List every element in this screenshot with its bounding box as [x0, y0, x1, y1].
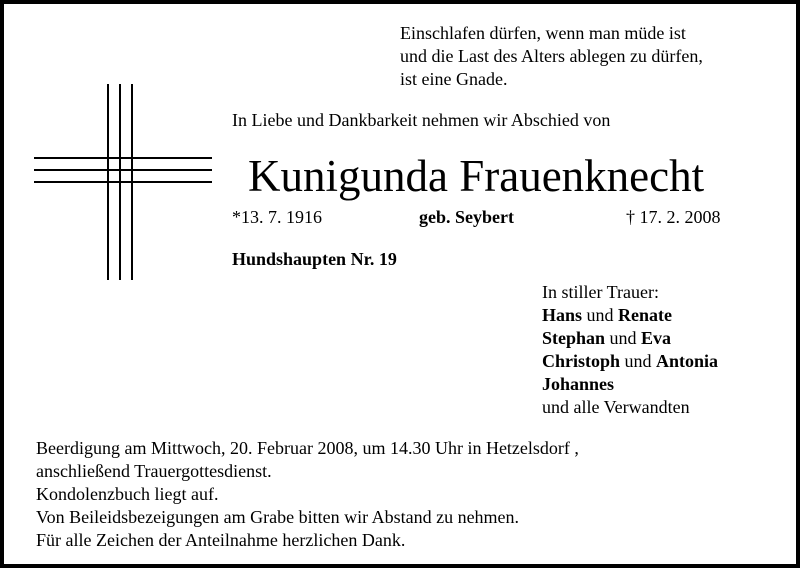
mourner-name: Johannes [542, 374, 615, 394]
funeral-info-line: Beerdigung am Mittwoch, 20. Februar 2008, um 14.30 Uhr in Hetzelsdorf , [36, 438, 579, 458]
mourner-row [542, 327, 718, 350]
address: Hundshaupten Nr. 19 [232, 249, 397, 269]
deceased-name: Kunigunda Frauenknecht [248, 151, 705, 201]
birth-date: *13. 7. 1916 [232, 207, 322, 227]
cross-icon [34, 84, 214, 284]
funeral-info-line: anschließend Trauergottesdienst. [36, 461, 272, 481]
mourner-connector: und [586, 305, 614, 325]
mourner-connector: und [609, 328, 637, 348]
poem-line: Einschlafen dürfen, wenn man müde ist [400, 23, 686, 43]
mourner-connector: und [624, 351, 652, 371]
mourners-heading: In stiller Trauer: [542, 282, 659, 302]
funeral-info-line: Kondolenzbuch liegt auf. [36, 484, 219, 504]
funeral-info-line: Für alle Zeichen der Anteilnahme herzlichen Dank. [36, 530, 406, 550]
birth-name: geb. Seybert [419, 207, 514, 227]
death-date: † 17. 2. 2008 [626, 207, 721, 227]
mourner-name: Stephan [542, 328, 606, 348]
poem-line: ist eine Gnade. [400, 69, 508, 89]
mourner-row [542, 350, 718, 373]
mourner-name: Renate [618, 305, 673, 325]
poem-line: und die Last des Alters ablegen zu dürfen, [400, 46, 703, 66]
funeral-info-line: Von Beileidsbezeigungen am Grabe bitten wir Abstand zu nehmen. [36, 507, 520, 527]
mourners-block [542, 281, 718, 419]
intro-text: In Liebe und Dankbarkeit nehmen wir Abschied von [232, 110, 611, 130]
mourner-name: Eva [641, 328, 672, 348]
mourner-name: Hans [542, 305, 583, 325]
mourner-name: Antonia [656, 351, 719, 371]
mourners-closing: und alle Verwandten [542, 397, 690, 417]
mourner-row [542, 373, 718, 396]
mourner-row [542, 304, 718, 327]
poem [400, 22, 703, 91]
funeral-info [36, 437, 579, 552]
mourner-name: Christoph [542, 351, 621, 371]
